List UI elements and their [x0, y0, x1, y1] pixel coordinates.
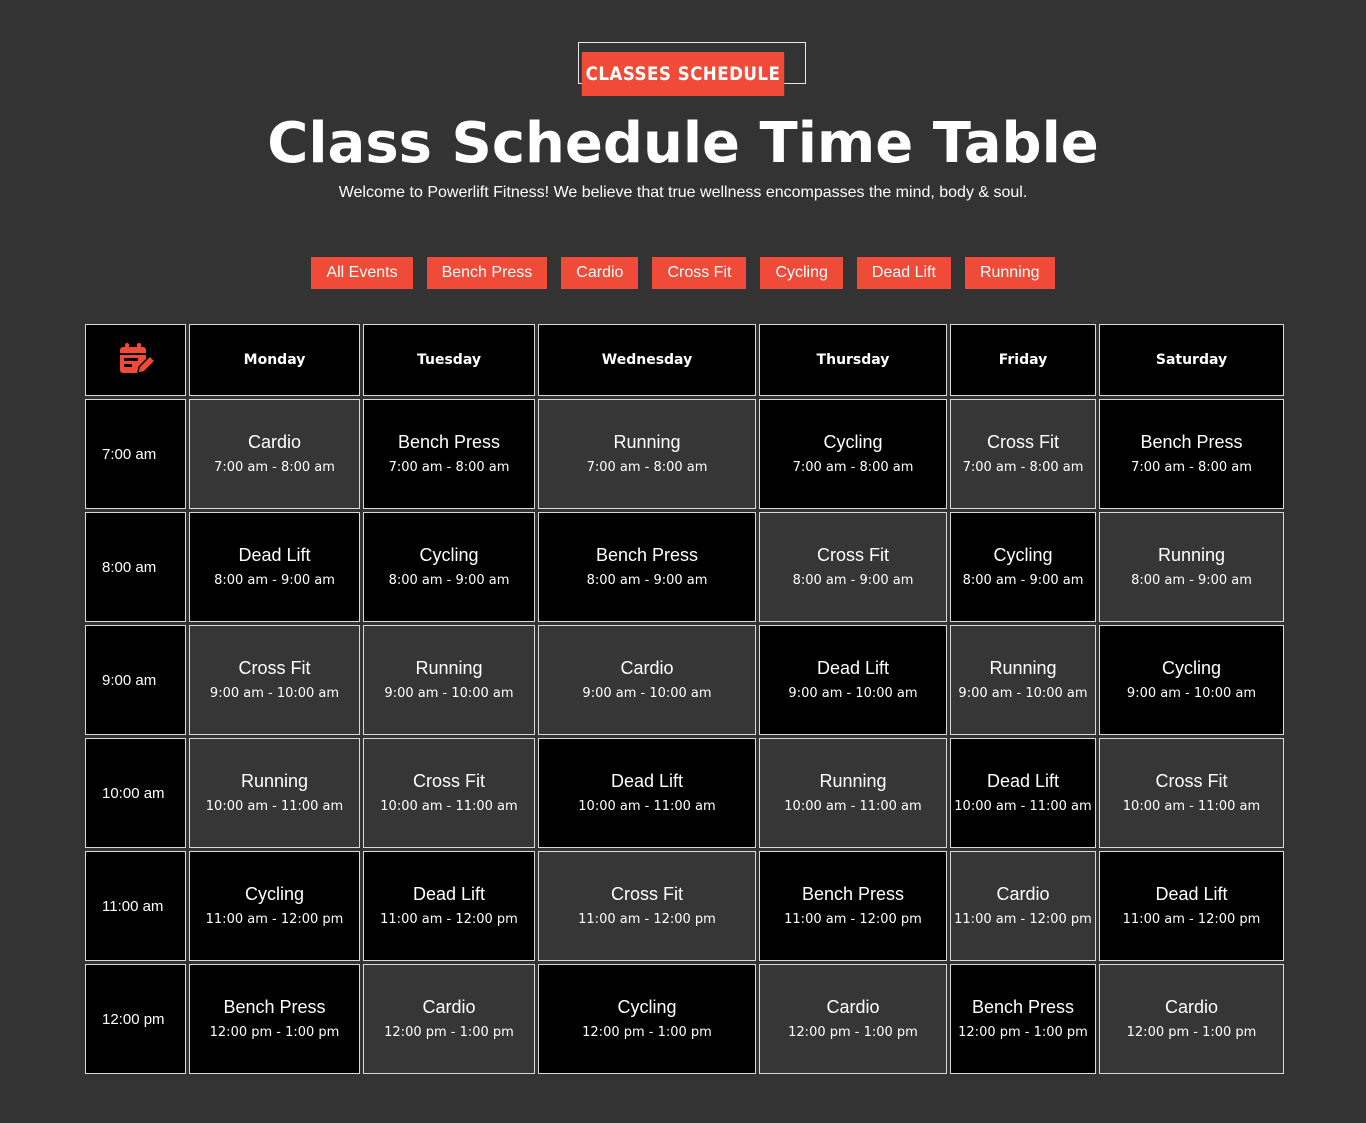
class-slot[interactable] — [759, 738, 947, 848]
class-name: Dead Lift — [412, 884, 486, 904]
class-time: 11:00 am - 12:00 pm — [205, 912, 344, 927]
filter-bar — [0, 257, 1366, 289]
badge-text: CLASSES SCHEDULE — [585, 63, 781, 85]
class-slot[interactable] — [950, 851, 1096, 961]
class-name: Cycling — [419, 545, 479, 565]
day-header-tuesday: Tuesday — [363, 324, 535, 396]
class-slot[interactable] — [538, 625, 756, 735]
time-slot-label: 8:00 am — [85, 512, 186, 622]
filter-all-events-button[interactable]: All Events — [311, 257, 412, 289]
schedule-body — [85, 399, 1284, 1074]
class-time: 11:00 am - 12:00 pm — [1122, 912, 1261, 927]
class-name: Cycling — [617, 997, 677, 1017]
class-name: Running — [819, 771, 887, 791]
class-name: Running — [989, 658, 1057, 678]
class-slot[interactable] — [189, 512, 360, 622]
schedule-row — [85, 399, 1284, 509]
class-name: Bench Press — [801, 884, 905, 904]
class-time: 12:00 pm - 1:00 pm — [582, 1025, 712, 1040]
class-name: Cardio — [620, 658, 674, 678]
filter-cycling-button[interactable]: Cycling — [760, 257, 842, 289]
page-subtitle: Welcome to Powerlift Fitness! We believe that true wellness encompasses the mind, body & soul. — [338, 184, 1028, 201]
schedule-row — [85, 512, 1284, 622]
class-time: 9:00 am - 10:00 am — [1126, 686, 1257, 701]
page-title: Class Schedule Time Table — [267, 111, 1099, 176]
time-slot-label: 10:00 am — [85, 738, 186, 848]
class-time: 10:00 am - 11:00 am — [1122, 799, 1261, 814]
corner-cell — [85, 324, 186, 396]
class-time: 12:00 pm - 1:00 pm — [384, 1025, 514, 1040]
day-header-thursday: Thursday — [759, 324, 947, 396]
class-slot[interactable] — [363, 851, 535, 961]
class-name: Bench Press — [223, 997, 326, 1017]
class-slot[interactable] — [950, 512, 1096, 622]
class-time: 8:00 am - 9:00 am — [214, 573, 335, 588]
class-time: 7:00 am - 8:00 am — [586, 460, 708, 475]
class-time: 8:00 am - 9:00 am — [586, 573, 708, 588]
class-name: Cycling — [244, 884, 305, 904]
class-time: 10:00 am - 11:00 am — [578, 799, 716, 814]
class-time: 7:00 am - 8:00 am — [1131, 460, 1252, 475]
class-time: 9:00 am - 10:00 am — [209, 686, 340, 701]
filter-dead-lift-button[interactable]: Dead Lift — [857, 257, 951, 289]
class-slot[interactable] — [1099, 399, 1284, 509]
class-slot[interactable] — [363, 625, 535, 735]
time-slot-label: 12:00 pm — [85, 964, 186, 1074]
class-name: Bench Press — [971, 997, 1075, 1017]
class-slot[interactable] — [1099, 512, 1284, 622]
class-time: 7:00 am - 8:00 am — [214, 460, 335, 475]
class-slot[interactable] — [538, 964, 756, 1074]
calendar-edit-icon — [116, 341, 156, 379]
schedule-header-row — [85, 324, 1284, 396]
class-slot[interactable] — [759, 625, 947, 735]
section-badge — [568, 42, 808, 96]
class-time: 8:00 am - 9:00 am — [962, 573, 1084, 588]
class-time: 7:00 am - 8:00 am — [388, 460, 510, 475]
class-time: 8:00 am - 9:00 am — [1131, 573, 1252, 588]
class-slot[interactable] — [538, 851, 756, 961]
badge-label — [582, 52, 784, 96]
class-name: Cardio — [1164, 997, 1219, 1017]
class-time: 12:00 pm - 1:00 pm — [958, 1025, 1088, 1040]
class-time: 11:00 am - 12:00 pm — [380, 912, 518, 927]
class-name: Cross Fit — [987, 432, 1059, 452]
class-time: 10:00 am - 11:00 am — [380, 799, 518, 814]
time-slot-label: 7:00 am — [85, 399, 186, 509]
class-name: Running — [613, 432, 681, 452]
class-slot[interactable] — [189, 625, 360, 735]
filter-running-button[interactable]: Running — [965, 257, 1055, 289]
class-slot[interactable] — [363, 964, 535, 1074]
time-slot-label: 9:00 am — [85, 625, 186, 735]
day-header-saturday: Saturday — [1099, 324, 1284, 396]
filter-cross-fit-button[interactable]: Cross Fit — [652, 257, 746, 289]
day-header-wednesday: Wednesday — [538, 324, 756, 396]
class-slot[interactable] — [189, 851, 360, 961]
class-slot[interactable] — [950, 964, 1096, 1074]
class-name: Dead Lift — [610, 771, 684, 791]
class-name: Dead Lift — [238, 545, 311, 565]
class-time: 11:00 am - 12:00 pm — [578, 912, 716, 927]
class-slot[interactable] — [538, 738, 756, 848]
schedule-row — [85, 625, 1284, 735]
class-name: Running — [1157, 545, 1226, 565]
class-name: Cross Fit — [611, 884, 683, 904]
class-name: Cycling — [1161, 658, 1222, 678]
class-slot[interactable] — [759, 964, 947, 1074]
class-name: Cardio — [422, 997, 476, 1017]
class-slot[interactable] — [759, 399, 947, 509]
class-name: Bench Press — [1140, 432, 1243, 452]
time-slot-label: 11:00 am — [85, 851, 186, 961]
class-time: 12:00 pm - 1:00 pm — [1126, 1025, 1257, 1040]
class-name: Running — [240, 771, 309, 791]
class-name: Cross Fit — [238, 658, 311, 678]
class-time: 9:00 am - 10:00 am — [788, 686, 918, 701]
class-slot[interactable] — [538, 399, 756, 509]
class-slot[interactable] — [363, 738, 535, 848]
class-slot[interactable] — [759, 851, 947, 961]
class-name: Bench Press — [595, 545, 699, 565]
class-slot[interactable] — [950, 399, 1096, 509]
class-slot[interactable] — [189, 738, 360, 848]
class-time: 8:00 am - 9:00 am — [388, 573, 510, 588]
class-slot[interactable] — [363, 399, 535, 509]
class-time: 10:00 am - 11:00 am — [784, 799, 922, 814]
class-time: 10:00 am - 11:00 am — [205, 799, 344, 814]
class-slot[interactable] — [1099, 625, 1284, 735]
class-time: 9:00 am - 10:00 am — [958, 686, 1088, 701]
class-name: Cycling — [993, 545, 1053, 565]
class-time: 8:00 am - 9:00 am — [792, 573, 914, 588]
class-name: Cardio — [247, 432, 302, 452]
class-name: Dead Lift — [1155, 884, 1228, 904]
class-slot[interactable] — [1099, 964, 1284, 1074]
class-name: Cycling — [823, 432, 883, 452]
class-time: 7:00 am - 8:00 am — [962, 460, 1084, 475]
class-slot[interactable] — [1099, 851, 1284, 961]
class-name: Running — [415, 658, 483, 678]
class-slot[interactable] — [759, 512, 947, 622]
class-slot[interactable] — [950, 738, 1096, 848]
class-name: Bench Press — [397, 432, 501, 452]
class-time: 12:00 pm - 1:00 pm — [788, 1025, 918, 1040]
class-name: Cardio — [826, 997, 880, 1017]
schedule-row — [85, 738, 1284, 848]
class-name: Dead Lift — [816, 658, 890, 678]
class-slot[interactable] — [189, 399, 360, 509]
class-time: 10:00 am - 11:00 am — [954, 799, 1092, 814]
day-header-monday: Monday — [189, 324, 360, 396]
schedule-row — [85, 964, 1284, 1074]
filter-bench-press-button[interactable]: Bench Press — [427, 257, 548, 289]
class-name: Cross Fit — [817, 545, 889, 565]
class-time: 9:00 am - 10:00 am — [582, 686, 712, 701]
class-time: 12:00 pm - 1:00 pm — [209, 1025, 340, 1040]
class-name: Dead Lift — [986, 771, 1060, 791]
class-name: Cross Fit — [413, 771, 485, 791]
class-time: 11:00 am - 12:00 pm — [784, 912, 922, 927]
class-slot[interactable] — [950, 625, 1096, 735]
schedule-row — [85, 851, 1284, 961]
filter-cardio-button[interactable]: Cardio — [561, 257, 638, 289]
class-slot[interactable] — [363, 512, 535, 622]
schedule-table — [82, 321, 1287, 1077]
class-name: Cardio — [996, 884, 1050, 904]
class-slot[interactable] — [1099, 738, 1284, 848]
class-slot[interactable] — [189, 964, 360, 1074]
class-time: 11:00 am - 12:00 pm — [954, 912, 1092, 927]
class-time: 7:00 am - 8:00 am — [792, 460, 914, 475]
class-time: 9:00 am - 10:00 am — [384, 686, 514, 701]
day-header-friday: Friday — [950, 324, 1096, 396]
class-name: Cross Fit — [1155, 771, 1228, 791]
class-slot[interactable] — [538, 512, 756, 622]
